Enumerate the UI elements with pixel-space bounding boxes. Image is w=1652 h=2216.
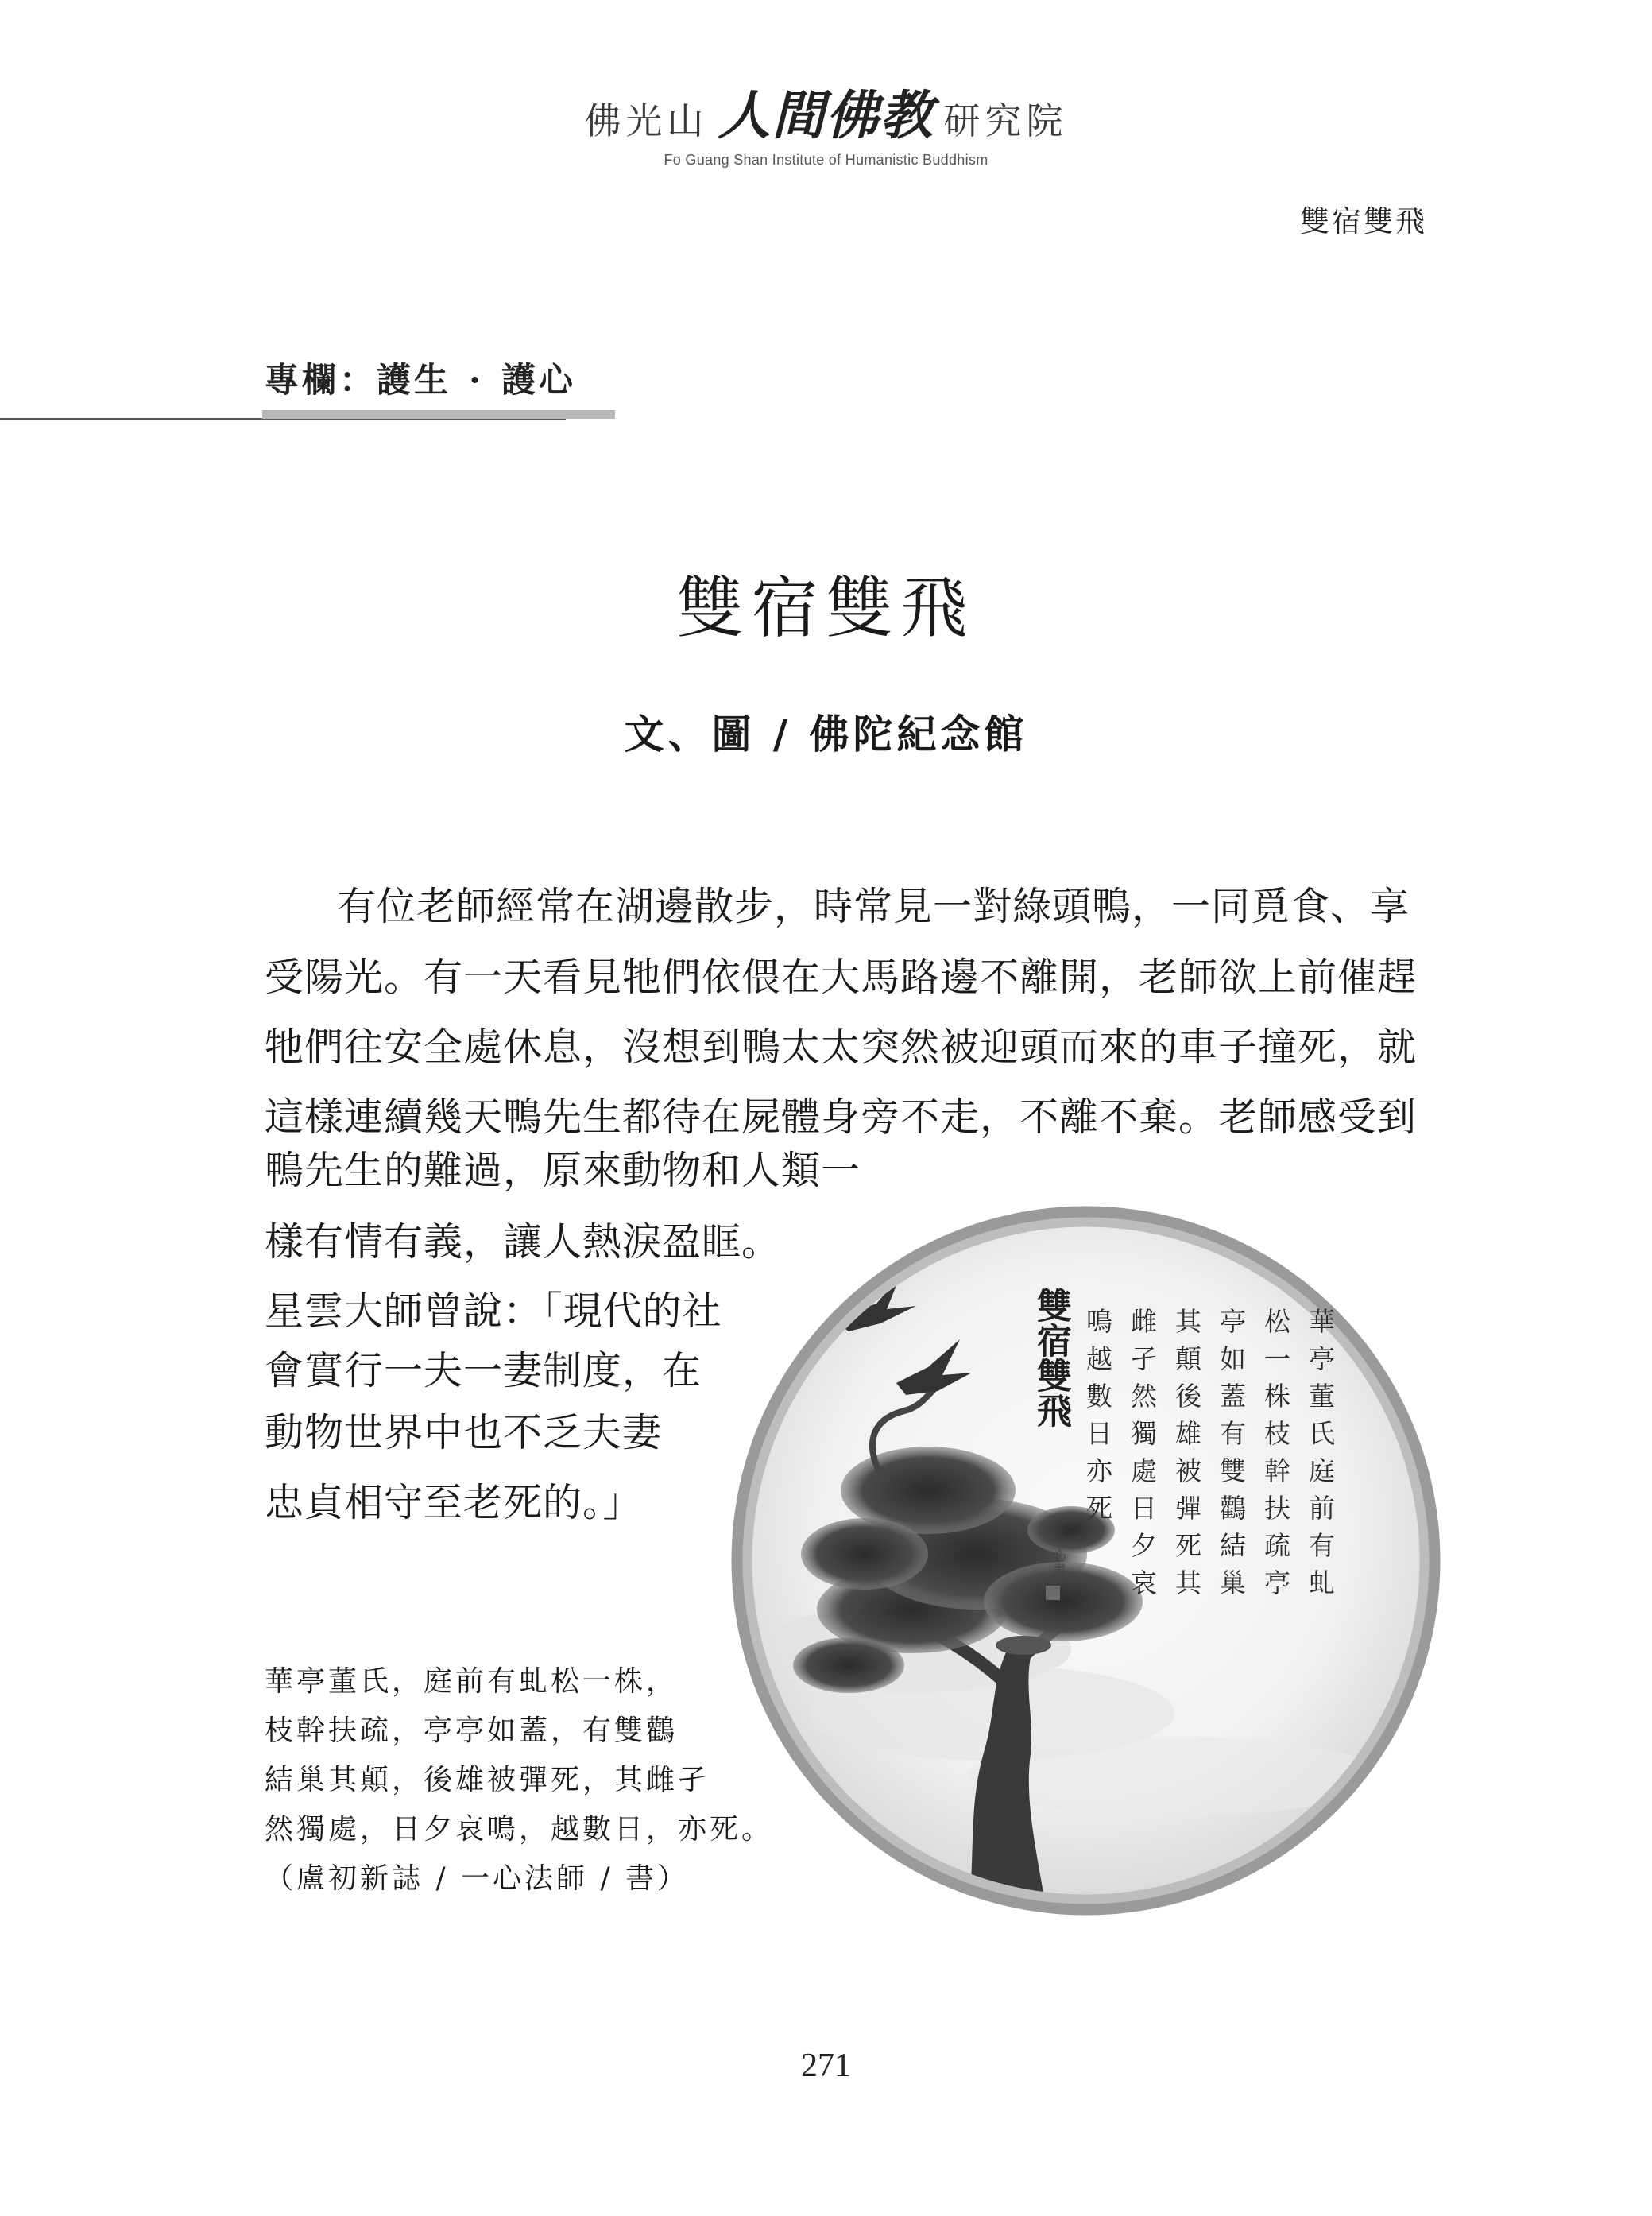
article-byline: 文、圖 / 佛陀紀念館	[624, 711, 1028, 757]
running-head: 雙宿雙飛	[1300, 204, 1427, 238]
body-line: 星雲大師曾說：「現代的社	[265, 1288, 722, 1334]
logo-text-part1: 佛光山	[584, 99, 709, 142]
logo-text-brush: 人間佛教	[718, 84, 934, 146]
poem-column-2: 松一株枝幹扶疏亭	[1260, 1308, 1291, 1606]
logo-text-part2: 研究院	[943, 99, 1068, 142]
column-label-a: 專欄：護生	[265, 361, 451, 401]
caption-line: （盧初新誌 / 一心法師 / 書）	[265, 1862, 690, 1895]
body-line: 鴨先生的難過，原來動物和人類一	[265, 1148, 861, 1193]
painting-title-vertical	[1030, 1288, 1070, 1428]
body-line: 受陽光。有一天看見牠們依偎在大馬路邊不離開，老師欲上前催趕	[265, 955, 1418, 1000]
caption-line: 結巢其顛，後雄被彈死，其雌孑	[265, 1764, 710, 1796]
poem-column-6: 鳴越數日亦死	[1082, 1308, 1113, 1532]
poem-column-3: 亭如蓋有雙鸛結巢	[1216, 1308, 1247, 1606]
caption-line: 華亭董氏，庭前有虬松一株，	[265, 1665, 679, 1698]
body-line: 樣有情有義，讓人熱淚盈眶。	[265, 1219, 782, 1265]
institute-logo	[0, 73, 1652, 169]
image-caption	[265, 1665, 774, 1914]
body-line: 動物世界中也不乏夫妻	[265, 1410, 663, 1455]
caption-line: 然獨處，日夕哀鳴，越數日，亦死。	[265, 1813, 774, 1846]
caption-line: 枝幹扶疏，亭亭如蓋，有雙鸛	[265, 1714, 679, 1747]
body-line: 牠們往安全處休息，沒想到鴨太太突然被迎頭而來的車子撞死，就	[265, 1025, 1418, 1070]
ink-painting	[729, 1204, 1442, 1917]
nest	[996, 1636, 1051, 1655]
column-label-separator: ·	[469, 361, 484, 401]
poem-column-1: 華亭董氏庭前有虬	[1305, 1308, 1336, 1606]
column-label	[265, 354, 576, 402]
seal-stamp	[1046, 1586, 1060, 1600]
painting-signature: 一心書	[1050, 1534, 1066, 1577]
painting-title-text: 雙宿雙飛	[1031, 1288, 1071, 1428]
body-line: 有位老師經常在湖邊散步，時常見一對綠頭鴨，一同覓食、享	[337, 884, 1410, 929]
body-line: 忠貞相守至老死的。」	[265, 1480, 643, 1525]
body-line: 會實行一夫一妻制度，在	[265, 1348, 702, 1393]
poem-column-5: 雌孑然獨處日夕哀	[1127, 1308, 1158, 1606]
section-rule-thick	[262, 410, 615, 419]
body-line: 這樣連續幾天鴨先生都待在屍體身旁不走，不離不棄。老師感受到	[265, 1094, 1418, 1140]
logo-english-text: Fo Guang Shan Institute of Humanistic Buddhism	[664, 152, 988, 168]
poem-column-4: 其顛後雄被彈死其	[1171, 1308, 1202, 1606]
column-label-b: 護心	[501, 361, 576, 401]
page-number: 271	[801, 2047, 851, 2084]
article-title: 雙宿雙飛	[676, 569, 976, 647]
